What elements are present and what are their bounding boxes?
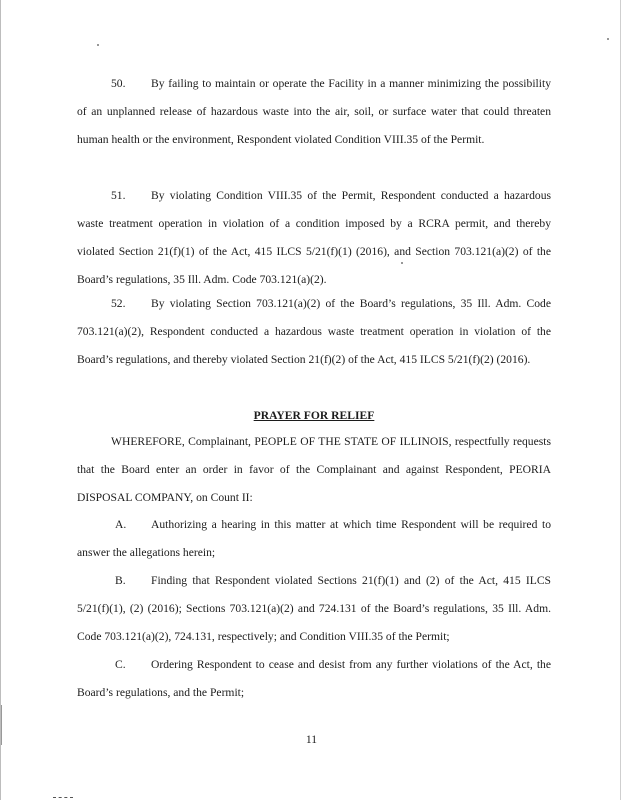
scan-edge-mark (1, 705, 6, 745)
relief-item-c (77, 651, 551, 707)
paragraph-text: By violating Section 703.121(a)(2) of the Board’s regulations, 35 Ill. Adm. Code 703.121(a)(2), Respondent conducted a hazardous waste treatment operation in violation of the Board’s regulations, and thereby violated Section 21(f)(2) of the Act, 415 ILCS 5/21(f)(2) (2016). (77, 297, 551, 366)
paragraph-number: 52. (111, 297, 126, 310)
scan-speck (401, 262, 403, 264)
prayer-heading: PRAYER FOR RELIEF (253, 409, 375, 422)
relief-item-a (77, 511, 551, 567)
wherefore-paragraph (77, 428, 551, 512)
relief-text: Finding that Respondent violated Sections 21(f)(1) and (2) of the Act, 415 ILCS 5/21(f)(1), (2) (2016); Sections 703.121(a)(2) and 724.131 of the Board’s regulations, 35 Ill. Adm. Code 703.121(a)(2), 724.131, respectively; and Condition VIII.35 of the Permit; (77, 574, 551, 643)
relief-text: Ordering Respondent to cease and desist from any further violations of the Act, the Board’s regulations, and the Permit; (77, 658, 551, 699)
paragraph-number: 50. (111, 77, 126, 90)
paragraph-text: By failing to maintain or operate the Facility in a manner minimizing the possibility of an unplanned release of hazardous waste into the air, soil, or surface water that could threaten human health or the environment, Respondent violated Condition VIII.35 of the Permit. (77, 77, 551, 146)
paragraph-text: By violating Condition VIII.35 of the Permit, Respondent conducted a hazardous waste treatment operation in violation of a condition imposed by a RCRA permit, and thereby violated Section 21(f)(1) of the Act, 415 ILCS 5/21(f)(1) (2016), and Section 703.121(a)(2) of the Board’s regulations, 35 Ill. Adm. Code 703.121(a)(2). (77, 189, 551, 286)
relief-letter: A. (115, 518, 127, 531)
paragraph-number: 51. (111, 189, 126, 202)
page-number: 11 (305, 733, 318, 746)
scan-speck (97, 44, 99, 46)
relief-text: Authorizing a hearing in this matter at which time Respondent will be required to answer the allegations herein; (77, 518, 551, 559)
scan-speck (607, 38, 609, 40)
relief-letter: B. (115, 574, 126, 587)
scan-bottom-dash (53, 797, 73, 798)
wherefore-text: WHEREFORE, Complainant, PEOPLE OF THE STATE OF ILLINOIS, respectfully requests that the Board enter an order in favor of the Complainant and against Respondent, PEORIA DISPOSAL COMPANY, on Count II: (77, 435, 551, 504)
paragraph-50 (77, 70, 551, 154)
relief-item-b (77, 567, 551, 651)
paragraph-51 (77, 182, 551, 294)
paragraph-52 (77, 290, 551, 374)
relief-letter: C. (115, 658, 126, 671)
